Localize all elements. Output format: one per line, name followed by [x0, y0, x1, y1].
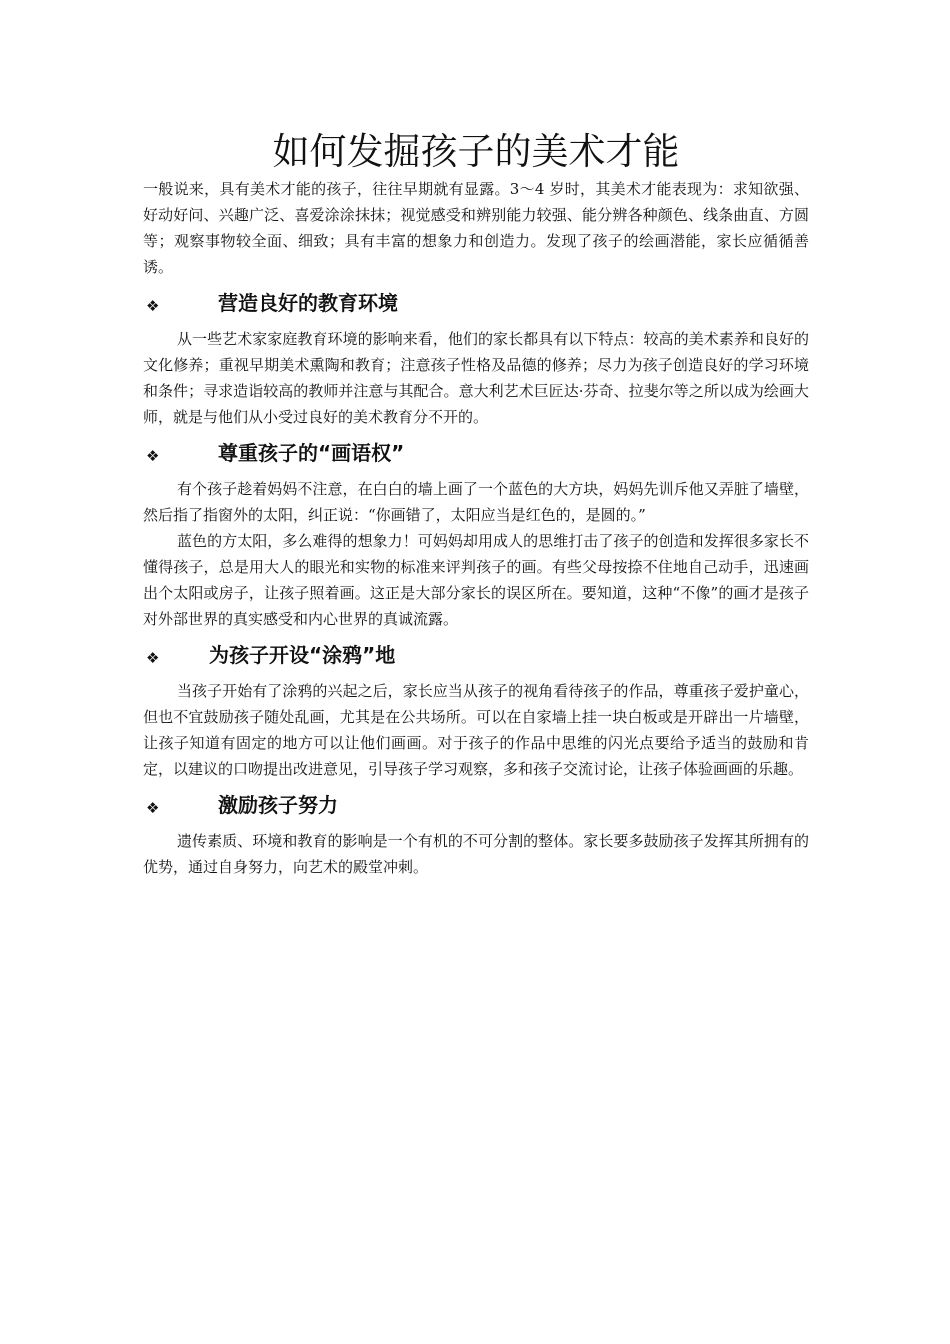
section-title: 营造良好的教育环境 [218, 291, 398, 315]
section-paragraph: 遗传素质、环境和教育的影响是一个有机的不可分割的整体。家长要多鼓励孩子发挥其所拥有的优势，通过自身努力，向艺术的殿堂冲刺。 [143, 832, 809, 876]
document-title: 如何发掘孩子的美术才能 [272, 130, 680, 173]
section-title: 激励孩子努力 [218, 793, 338, 817]
intro-paragraph: 一般说来，具有美术才能的孩子，往往早期就有显露。3～4 岁时，其美术才能表现为：求知欲强、好动好问、兴趣广泛、喜爱涂涂抹抹；视觉感受和辨别能力较强、能分辨各种颜色、线条曲直、方圆等；观察事物较全面、细致；具有丰富的想象力和创造力。发现了孩子的绘画潜能，家长应循循善诱。 [143, 180, 809, 276]
diamond-bullet-icon: ❖ [146, 799, 160, 817]
diamond-bullet-icon: ❖ [146, 297, 160, 315]
section-paragraph: 当孩子开始有了涂鸦的兴起之后，家长应当从孩子的视角看待孩子的作品，尊重孩子爱护童心，但也不宜鼓励孩子随处乱画，尤其是在公共场所。可以在自家墙上挂一块白板或是开辟出一片墙壁，让孩子知道有固定的地方可以让他们画画。对于孩子的作品中思维的闪光点要给予适当的鼓励和肯定，以建议的口吻提出改进意见，引导孩子学习观察，多和孩子交流讨论，让孩子体验画画的乐趣。 [143, 682, 809, 778]
section-heading-respect [143, 436, 809, 474]
section-heading-environment [143, 286, 809, 324]
section-heading-encourage [143, 788, 809, 826]
section-paragraph: 蓝色的方太阳，多么难得的想象力！可妈妈却用成人的思维打击了孩子的创造和发挥很多家长不懂得孩子，总是用大人的眼光和实物的标准来评判孩子的画。有些父母按捺不住地自己动手，迅速画出个太阳或房子，让孩子照着画。这正是大部分家长的误区所在。要知道，这种“不像”的画才是孩子对外部世界的真实感受和内心世界的真诚流露。 [143, 532, 809, 628]
section-paragraph: 从一些艺术家家庭教育环境的影响来看，他们的家长都具有以下特点：较高的美术素养和良好的文化修养；重视早期美术熏陶和教育；注意孩子性格及品德的修养；尽力为孩子创造良好的学习环境和条件；寻求造诣较高的教师并注意与其配合。意大利艺术巨匠达·芬奇、拉斐尔等之所以成为绘画大师，就是与他们从小受过良好的美术教育分不开的。 [143, 330, 809, 426]
section-title: 尊重孩子的“画语权” [218, 441, 405, 465]
section-paragraph: 有个孩子趁着妈妈不注意，在白白的墙上画了一个蓝色的大方块，妈妈先训斥他又弄脏了墙壁，然后指了指窗外的太阳，纠正说：“你画错了，太阳应当是红色的，是圆的。” [143, 480, 809, 524]
document-page [143, 128, 809, 880]
diamond-bullet-icon: ❖ [146, 649, 160, 667]
section-title: 为孩子开设“涂鸦”地 [209, 643, 396, 667]
section-heading-doodle [143, 638, 809, 676]
diamond-bullet-icon: ❖ [146, 447, 160, 465]
